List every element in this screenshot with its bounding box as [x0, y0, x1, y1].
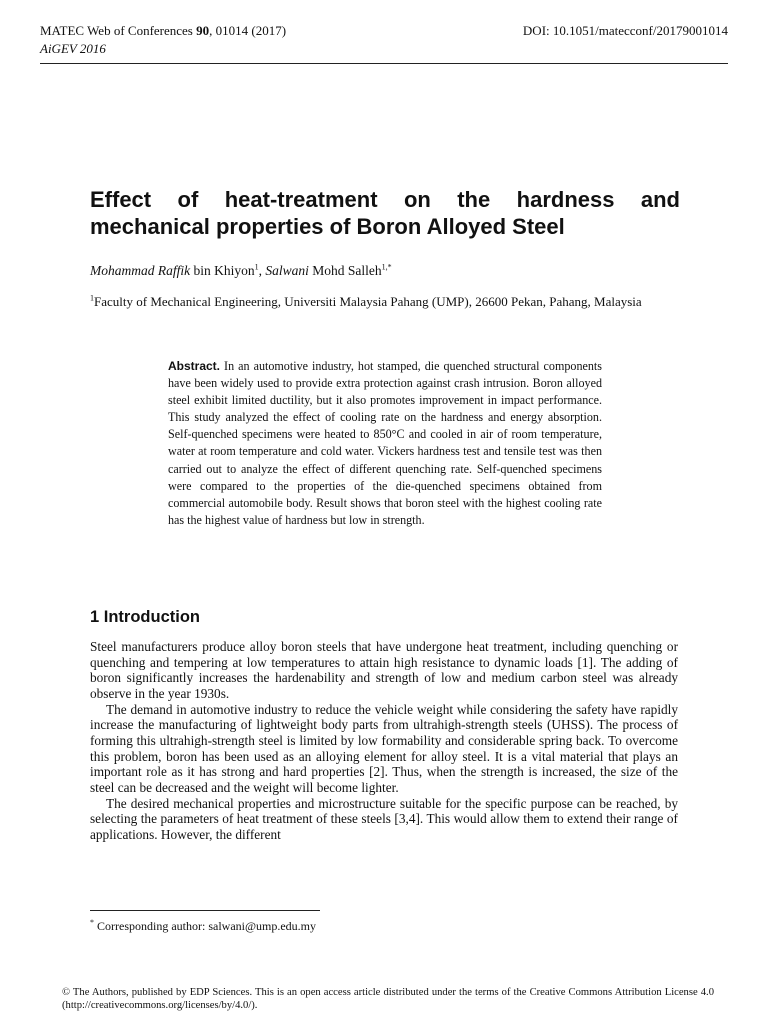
footnote [90, 919, 316, 934]
author-given-name: Salwani [265, 263, 309, 278]
body-paragraph: Steel manufacturers produce alloy boron steels that have undergone heat treatment, including quenching or quenching and tempering at low temperatures to attain high resistance to dynamic loads [1]. The adding of boron significantly increases the hardenability and strength of low and medium carbon steel was already observe in the year 1930s. [90, 639, 678, 701]
author-family-name: bin Khiyon [190, 263, 255, 278]
body-paragraph: The desired mechanical properties and microstructure suitable for the specific purpose can be reached, by selecting the parameters of heat treatment of these steels [3,4]. This would allow them to extend their range of applications. However, the different [90, 795, 678, 842]
abstract [168, 358, 602, 529]
affiliation [90, 294, 680, 310]
author-affiliation-marker: 1 [254, 262, 259, 272]
paper-title: Effect of heat-treatment on the hardness and mechanical properties of Boron Alloyed Steel [90, 187, 680, 239]
author-separator: , [258, 263, 266, 278]
journal-volume: 90 [196, 23, 210, 38]
section-heading: 1 Introduction [90, 608, 200, 626]
footnote-text: Corresponding author: salwani@ump.edu.my [94, 919, 317, 933]
doi-header[interactable]: DOI: 10.1051/matecconf/20179001014 [522, 23, 728, 38]
abstract-text: In an automotive industry, hot stamped, die quenched structural components have been widely used to provide extra protection against crash intrusion. Boron alloyed steel exhibit limited ductility, but it also promotes improvement in impact performance. This study analyzed the effect of cooling rate on the hardness and energy absorption. Self-quenched specimens were heated to 850°C and cooled in air of room temperature, water at room temperature and cold water. Vickers hardness test and tensile test was then carried out to analyze the effect of different quenching rate. Self-quenched specimens were compared to the properties of the die-quenched specimens obtained from commercial automobile body. Result shows that boron steel with the highest cooling rate has the highest value of hardness but low in strength. [168, 359, 602, 527]
abstract-label: Abstract. [168, 359, 221, 373]
author-family-name: Mohd Salleh [308, 263, 382, 278]
affiliation-marker: 1 [90, 293, 94, 303]
footnote-divider [90, 910, 320, 911]
journal-article-number: , 01014 (2017) [209, 23, 287, 38]
header-divider [40, 63, 728, 64]
conference-name: AiGEV 2016 [40, 41, 106, 56]
journal-name: MATEC Web of Conferences [40, 23, 197, 38]
body-paragraph: The demand in automotive industry to reduce the vehicle weight while considering the safety have rapidly increase the manufacturing of lightweight body parts from ultrahigh-strength steels (UHSS). The process of forming this ultrahigh-strength steel is limited by low formability and considerable spring back. To overcome this problem, boron has been used as an alloying element for alloy steel. It is a vital material that plays an important role as it has strong and hard properties [2]. Thus, when the strength is increased, the size of the steel can be decreased and the weight will become lighter. [90, 701, 678, 795]
footnote-marker: * [90, 918, 94, 927]
affiliation-text: Faculty of Mechanical Engineering, Universiti Malaysia Pahang (UMP), 26600 Pekan, Pahang, Malaysia [94, 294, 642, 309]
author-list [90, 262, 392, 280]
license-notice: © The Authors, published by EDP Sciences. This is an open access article distributed under the terms of the Creative Commons Attribution License 4.0 (http://creativecommons.org/licenses/by/4.0/). [62, 987, 714, 1011]
author-given-name: Mohammad Raffik [90, 263, 191, 278]
running-header-left [40, 22, 286, 58]
section-body [90, 639, 678, 843]
author-affiliation-marker: 1,* [381, 262, 392, 272]
